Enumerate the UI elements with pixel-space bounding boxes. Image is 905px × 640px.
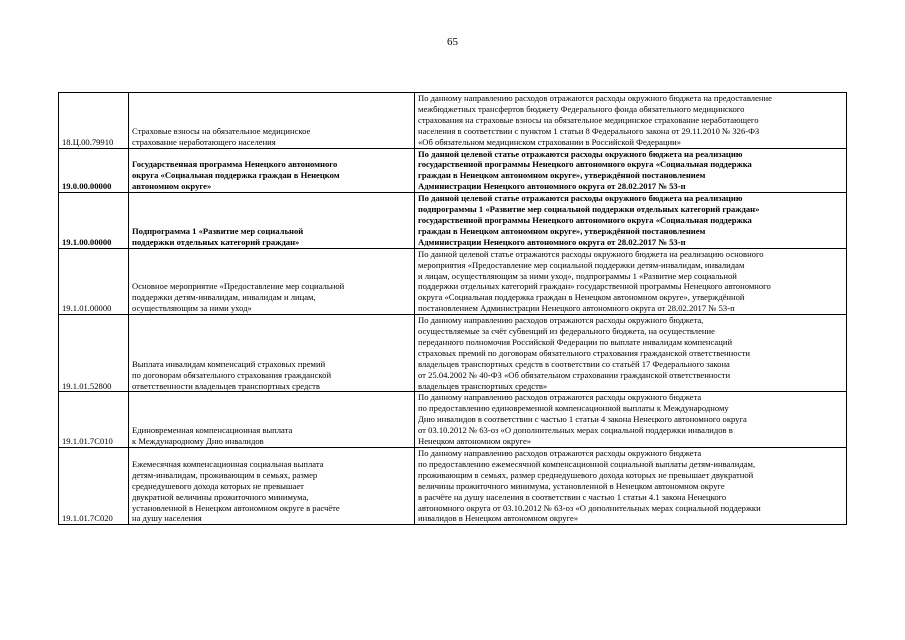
target-article-description	[415, 392, 847, 448]
description-line: владельцев транспортных средств в соответствии со статьёй 17 Федерального закона	[418, 358, 730, 369]
target-article-code: 19.1.01.52800	[59, 315, 129, 392]
description-line: по предоставлению единовременной компенсационной выплаты к Международному	[418, 403, 729, 414]
description-line: величины прожиточного минимума, установленной в Ненецком автономном округе	[418, 480, 725, 491]
target-article-name	[129, 93, 415, 149]
name-line: Подпрограмма 1 «Развитие мер социальной	[132, 225, 304, 236]
target-article-code: 19.1.00.00000	[59, 193, 129, 249]
target-article-code: 19.1.01.7С020	[59, 448, 129, 525]
description-line: По данному направлению расходов отражаются расходы окружного бюджета	[418, 448, 702, 458]
description-line: «Об обязательном медицинском страховании в Российской Федерации»	[418, 136, 682, 147]
description-line: переданного полномочия Российской Федерации по выплате инвалидам компенсаций	[418, 336, 733, 347]
table-row	[59, 93, 847, 149]
description-line: граждан в Ненецком автономном округе», утверждённой постановлением	[418, 225, 706, 236]
target-article-description	[415, 248, 847, 314]
table-row	[59, 148, 847, 193]
name-line: автономном округе»	[132, 181, 212, 192]
description-line: автономного округа от 03.10.2012 № 63-оз «О дополнительных мерах социальной поддержки	[418, 502, 761, 513]
name-line: поддержки детям-инвалидам, инвалидам и лицам,	[132, 292, 316, 303]
name-line: по договорам обязательного страхования гражданской	[132, 369, 332, 380]
description-line: поддержки отдельных категорий граждан» государственной программы Ненецкого автономного	[418, 281, 771, 292]
description-line: мероприятия «Предоставление мер социальной поддержки детям-инвалидам, инвалидам	[418, 259, 745, 270]
description-line: По данной целевой статье отражаются расходы окружного бюджета на реализацию	[418, 148, 743, 159]
description-line: По данному направлению расходов отражаются расходы окружного бюджета,	[418, 315, 704, 326]
table-row	[59, 248, 847, 314]
table-row	[59, 392, 847, 448]
description-line: Дню инвалидов в соответствии с частью 1 статьи 4 закона Ненецкого автономного округа	[418, 414, 747, 425]
description-line: постановлением Администрации Ненецкого автономного округа от 28.02.2017 № 53-п	[418, 303, 735, 314]
description-line: осуществляемые за счёт субвенций из федерального бюджета, на осуществление	[418, 326, 715, 337]
target-article-name	[129, 193, 415, 249]
target-article-description	[415, 448, 847, 525]
name-line: детям-инвалидам, проживающим в семьях, размер	[132, 469, 318, 480]
budget-classification-table	[58, 92, 847, 525]
name-line: среднедушевого дохода которых не превышает	[132, 480, 304, 491]
description-line: По данной целевой статье отражаются расходы окружного бюджета на реализацию основного	[418, 248, 764, 259]
description-line: владельцев транспортных средств»	[418, 380, 548, 391]
description-line: государственной программы Ненецкого автономного округа «Социальная поддержка	[418, 159, 752, 170]
description-line: По данному направлению расходов отражаются расходы окружного бюджета	[418, 392, 702, 403]
description-line: по предоставлению ежемесячной компенсационной социальной выплаты детям-инвалидам,	[418, 458, 756, 469]
name-line: поддержки отдельных категорий граждан»	[132, 236, 300, 247]
description-line: проживающим в семьях, размер среднедушевого дохода которых не превышает двукратной	[418, 469, 754, 480]
description-line: По данной целевой статье отражаются расходы окружного бюджета на реализацию	[418, 193, 743, 204]
name-line: страхование неработающего населения	[132, 136, 276, 147]
name-line: округа «Социальная поддержка граждан в Ненецком	[132, 170, 340, 181]
table-body	[59, 93, 847, 525]
target-article-code: 19.1.01.7С010	[59, 392, 129, 448]
target-article-description	[415, 148, 847, 193]
target-article-name	[129, 315, 415, 392]
target-article-name	[129, 448, 415, 525]
target-article-description	[415, 315, 847, 392]
target-article-name	[129, 248, 415, 314]
target-article-name	[129, 392, 415, 448]
name-line: Государственная программа Ненецкого автономного	[132, 159, 338, 170]
description-line: Администрации Ненецкого автономного округа от 28.02.2017 № 53-п	[418, 181, 686, 192]
name-line: ответственности владельцев транспортных средств	[132, 380, 320, 391]
description-line: в расчёте на душу населения в соответствии с частью 1 статьи 4.1 закона Ненецкого	[418, 491, 727, 502]
description-line: граждан в Ненецком автономном округе», утверждённой постановлением	[418, 170, 706, 181]
table-row	[59, 193, 847, 249]
name-line: Ежемесячная компенсационная социальная выплата	[132, 458, 324, 469]
target-article-name	[129, 148, 415, 193]
name-line: к Международному Дню инвалидов	[132, 436, 264, 447]
description-line: Ненецком автономном округе»	[418, 436, 532, 447]
table-row	[59, 448, 847, 525]
description-line: страховых премий по договорам обязательного страхования гражданской ответственности	[418, 347, 750, 358]
target-article-code: 18.Ц.00.79910	[59, 93, 129, 149]
name-line: Основное мероприятие «Предоставление мер социальной	[132, 281, 345, 292]
target-article-code: 19.0.00.00000	[59, 148, 129, 193]
page-number: 65	[447, 36, 458, 48]
description-line: округа «Социальная поддержка граждан в Ненецком автономном округе», утверждённой	[418, 292, 745, 303]
name-line: Выплата инвалидам компенсаций страховых премий	[132, 358, 326, 369]
target-article-description	[415, 93, 847, 149]
description-line: подпрограммы 1 «Развитие мер социальной поддержки отдельных категорий граждан»	[418, 204, 760, 215]
description-line: населения в соответствии с пунктом 1 статьи 8 Федерального закона от 29.11.2010 № 326-ФЗ	[418, 125, 760, 136]
description-line: По данному направлению расходов отражаются расходы окружного бюджета на предоставление	[418, 93, 772, 103]
name-line: Единовременная компенсационная выплата	[132, 425, 293, 436]
description-line: инвалидов в Ненецком автономном округе»	[418, 513, 579, 524]
description-line: Администрации Ненецкого автономного округа от 28.02.2017 № 53-п	[418, 236, 686, 247]
name-line: на душу населения	[132, 513, 202, 524]
table-row	[59, 315, 847, 392]
description-line: государственной программы Ненецкого автономного округа «Социальная поддержка	[418, 214, 752, 225]
name-line: двукратной величины прожиточного минимума,	[132, 491, 309, 502]
description-line: страхования на страховые взносы на обязательное медицинское страхование неработающего	[418, 114, 759, 125]
name-line: установленной в Ненецком автономном округе в расчёте	[132, 502, 340, 513]
target-article-description	[415, 193, 847, 249]
description-line: и лицам, осуществляющим за ними уход», подпрограммы 1 «Развитие мер социальной	[418, 270, 737, 281]
name-line: осуществляющим за ними уход»	[132, 303, 252, 314]
description-line: от 25.04.2002 № 40-ФЗ «Об обязательном страховании гражданской ответственности	[418, 369, 731, 380]
name-line: Страховые взносы на обязательное медицинское	[132, 125, 311, 136]
target-article-code: 19.1.01.00000	[59, 248, 129, 314]
description-line: от 03.10.2012 № 63-оз «О дополнительных мерах социальной поддержки инвалидов в	[418, 425, 733, 436]
description-line: межбюджетных трансфертов бюджету Федерального фонда обязательного медицинского	[418, 103, 745, 114]
